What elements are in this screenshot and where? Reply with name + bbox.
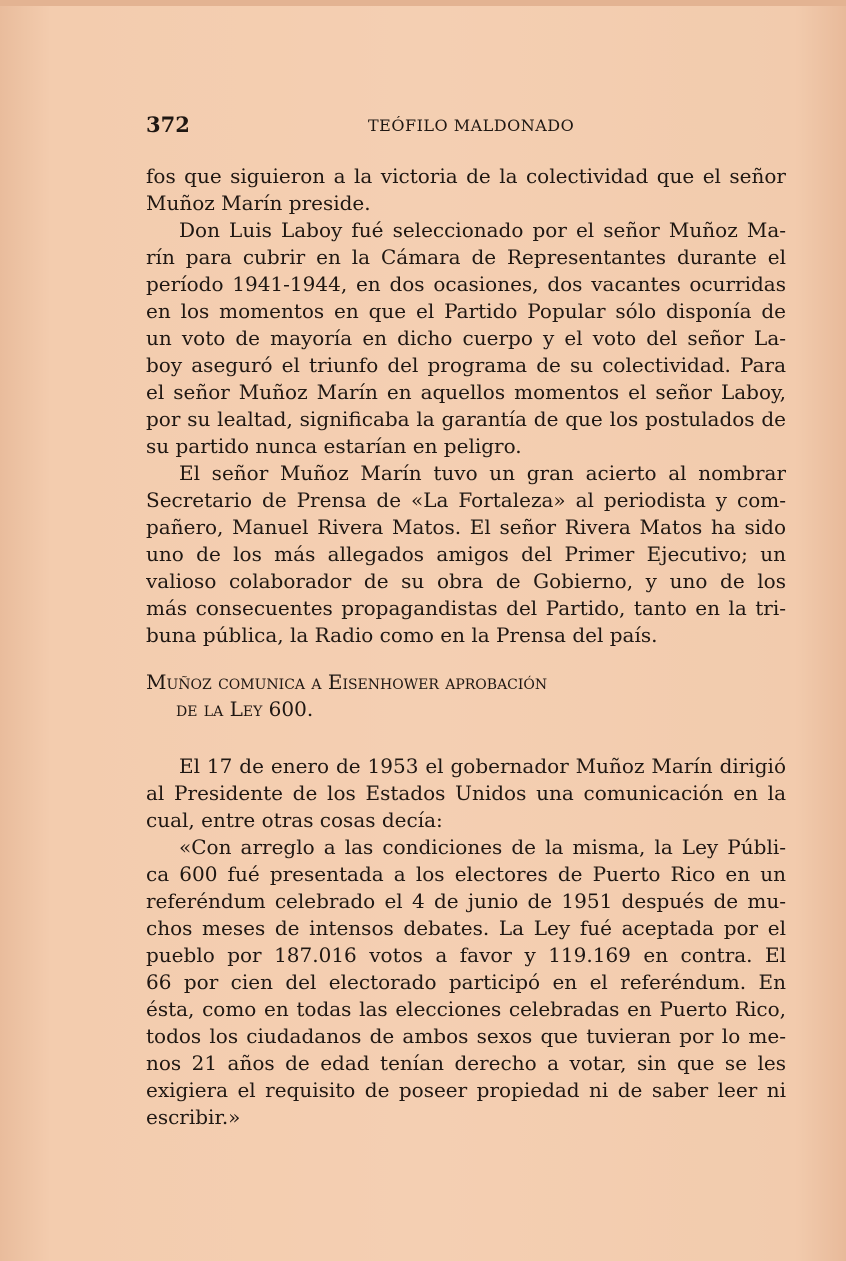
text-line: en los momentos en que el Partido Popular sólo disponía de xyxy=(146,299,786,323)
page-edge xyxy=(0,0,846,6)
page-body xyxy=(146,163,786,1131)
page-header xyxy=(146,108,786,142)
text-line: un voto de mayoría en dicho cuerpo y el voto del señor La- xyxy=(146,326,786,350)
text-line: fos que siguieron a la victoria de la colectividad que el señor xyxy=(146,164,786,188)
text-line: uno de los más allegados amigos del Primer Ejecutivo; un xyxy=(146,542,786,566)
text-line: 66 por cien del electorado participó en el referéndum. En xyxy=(146,970,786,994)
spacer xyxy=(146,649,786,669)
text-line: nos 21 años de edad tenían derecho a votar, sin que se les xyxy=(146,1051,786,1075)
text-line: rín para cubrir en la Cámara de Representantes durante el xyxy=(146,245,786,269)
text-line: pañero, Manuel Rivera Matos. El señor Rivera Matos ha sido xyxy=(146,515,786,539)
heading-line: Muñoz comunica a Eisenhower aprobación xyxy=(146,670,548,694)
text-line: «Con arreglo a las condiciones de la misma, la Ley Públi- xyxy=(179,835,786,859)
paragraph-4 xyxy=(146,753,786,834)
text-line: boy aseguró el triunfo del programa de su colectividad. Para xyxy=(146,353,786,377)
text-line: buna pública, la Radio como en la Prensa del país. xyxy=(146,623,658,647)
paragraph-2 xyxy=(146,217,786,460)
text-line: por su lealtad, significaba la garantía de que los postulados de xyxy=(146,407,786,431)
quoted-letter xyxy=(146,834,786,1131)
text-line: Don Luis Laboy fué seleccionado por el señor Muñoz Ma- xyxy=(179,218,786,242)
text-line: el señor Muñoz Marín en aquellos momentos el señor Laboy, xyxy=(146,380,786,404)
text-line: más consecuentes propagandistas del Partido, tanto en la tri- xyxy=(146,596,786,620)
text-line: El señor Muñoz Marín tuvo un gran acierto al nombrar xyxy=(179,461,786,485)
text-line: Secretario de Prensa de «La Fortaleza» al periodista y com- xyxy=(146,488,786,512)
text-line: escribir.» xyxy=(146,1105,241,1129)
text-line: El 17 de enero de 1953 el gobernador Muñoz Marín dirigió xyxy=(179,754,786,778)
spacer xyxy=(146,723,786,753)
text-line: exigiera el requisito de poseer propiedad ni de saber leer ni xyxy=(146,1078,786,1102)
paragraph-1 xyxy=(146,163,786,217)
text-line: referéndum celebrado el 4 de junio de 1951 después de mu- xyxy=(146,889,786,913)
text-line: ca 600 fué presentada a los electores de Puerto Rico en un xyxy=(146,862,786,886)
text-line: Muñoz Marín preside. xyxy=(146,191,371,215)
running-head: TEÓFILO MALDONADO xyxy=(368,116,575,135)
text-line: ésta, como en todas las elecciones celebradas en Puerto Rico, xyxy=(146,997,786,1021)
text-line: cual, entre otras cosas decía: xyxy=(146,808,443,832)
page-number: 372 xyxy=(146,112,190,137)
text-line: chos meses de intensos debates. La Ley fué aceptada por el xyxy=(146,916,786,940)
section-heading xyxy=(146,669,786,723)
text-line: pueblo por 187.016 votos a favor y 119.169 en contra. El xyxy=(146,943,786,967)
text-line: valioso colaborador de su obra de Gobierno, y uno de los xyxy=(146,569,786,593)
text-line: período 1941-1944, en dos ocasiones, dos vacantes ocurridas xyxy=(146,272,786,296)
paragraph-3 xyxy=(146,460,786,649)
text-line: al Presidente de los Estados Unidos una comunicación en la xyxy=(146,781,786,805)
text-line: su partido nunca estarían en peligro. xyxy=(146,434,522,458)
heading-line: de la Ley 600. xyxy=(176,697,314,721)
text-line: todos los ciudadanos de ambos sexos que tuvieran por lo me- xyxy=(146,1024,786,1048)
